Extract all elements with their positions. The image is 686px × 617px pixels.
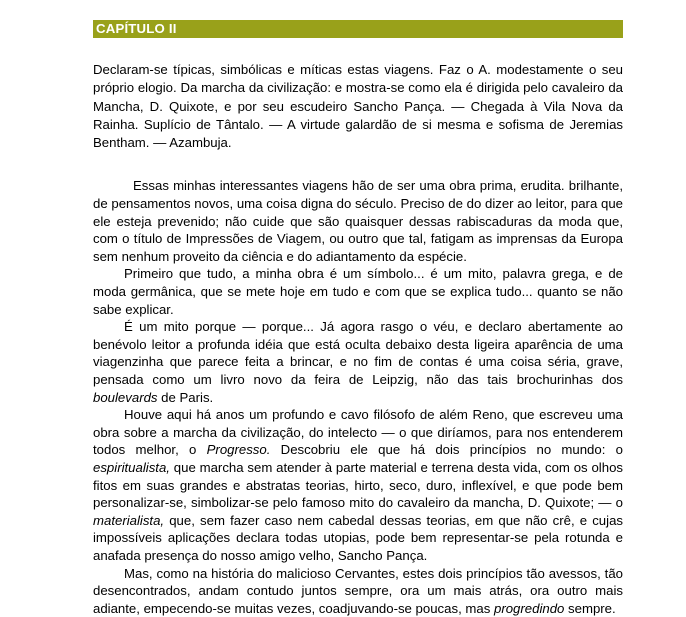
paragraph-5-text-b: sempre. bbox=[564, 600, 616, 616]
paragraph-4-emphasis-3: materialista, bbox=[93, 512, 165, 528]
paragraph-4-text-d: que, sem fazer caso nem cabedal dessas teorias, em que não crê, e cujas impossíveis aplicações declara todas utopias, pode bem representar-se pela rotunda e anafada presença do nosso amigo velho, Sancho Pança. bbox=[93, 512, 623, 563]
document-page bbox=[93, 20, 623, 617]
chapter-header-bar bbox=[93, 20, 623, 38]
paragraph-3-text-a: É um mito porque — porque... Já agora rasgo o véu, e declaro abertamente ao benévolo leitor a profunda idéia que está oculta debaixo desta ligeira aparência de uma viagenzinha que parece feita a brincar, e no fim de contas é uma coisa séria, grave, pensada como um livro novo da feira de Leipzig, não das tais brochurinhas dos bbox=[93, 319, 623, 388]
chapter-title: CAPÍTULO II bbox=[96, 21, 177, 36]
paragraph-1: Essas minhas interessantes viagens hão de ser uma obra prima, erudita. brilhante, de pensamentos novos, uma coisa digna do século. Preciso de do dizer ao leitor, para que ele esteja prevenido; não cuide que são quaisquer dessas rabiscaduras da moda que, com o título de Impressões de Viagem, ou outro que tal, fatigam as imprensas da Europa sem nenhum proveito da ciência e do adiantamento da espécie. bbox=[93, 178, 623, 264]
paragraph-4-emphasis-2: espiritualista, bbox=[93, 459, 170, 475]
paragraph-3-text-b: de Paris. bbox=[157, 389, 214, 405]
paragraph-4 bbox=[93, 406, 623, 564]
paragraph-5-text-a: Mas, como na história do malicioso Cervantes, estes dois princípios tão avessos, tão desencontrados, andam contudo juntos sempre, ora um mais atrás, ora outro mais adiante, empecendo-se muitas vezes, coadjuvando-se poucas, mas bbox=[93, 565, 623, 616]
paragraph-2: Primeiro que tudo, a minha obra é um símbolo... é um mito, palavra grega, e de moda germânica, que se mete hoje em tudo e com que se explica tudo... quanto se não sabe explicar. bbox=[93, 266, 623, 317]
paragraph-4-text-a: Houve aqui há anos um profundo e cavo filósofo de além Reno, que escreveu uma obra sobre a marcha da civilização, do intelecto — o que diríamos, para nos entenderem todos melhor, o bbox=[93, 407, 623, 458]
paragraph-4-text-b: Descobriu ele que há dois princípios no mundo: o bbox=[270, 442, 623, 458]
paragraph-4-emphasis-1: Progresso. bbox=[206, 442, 271, 458]
paragraph-5 bbox=[93, 565, 623, 617]
paragraph-3-emphasis: boulevards bbox=[93, 389, 158, 405]
chapter-summary: Declaram-se típicas, simbólicas e míticas estas viagens. Faz o A. modestamente o seu próprio elogio. Da marcha da civilização: e mostra-se como ela é dirigida pelo cavaleiro da Mancha, D. Quixote, e por seu escudeiro Sancho Pança. — Chegada à Vila Nova da Rainha. Suplício de Tântalo. — A virtude galardão de si mesma e sofisma de Jeremias Bentham. — Azambuja. bbox=[93, 62, 623, 151]
paragraph-3 bbox=[93, 318, 623, 406]
paragraph-4-text-c: que marcha sem atender à parte material e terrena desta vida, com os olhos fitos em suas grandes e abstratas teorias, hirto, seco, duro, inflexível, e que pode bem personalizar-se, simbolizar-se pelo famoso mito do cavaleiro da mancha, D. Quixote; — o bbox=[93, 459, 623, 511]
paragraph-5-emphasis: progredindo bbox=[493, 600, 565, 616]
